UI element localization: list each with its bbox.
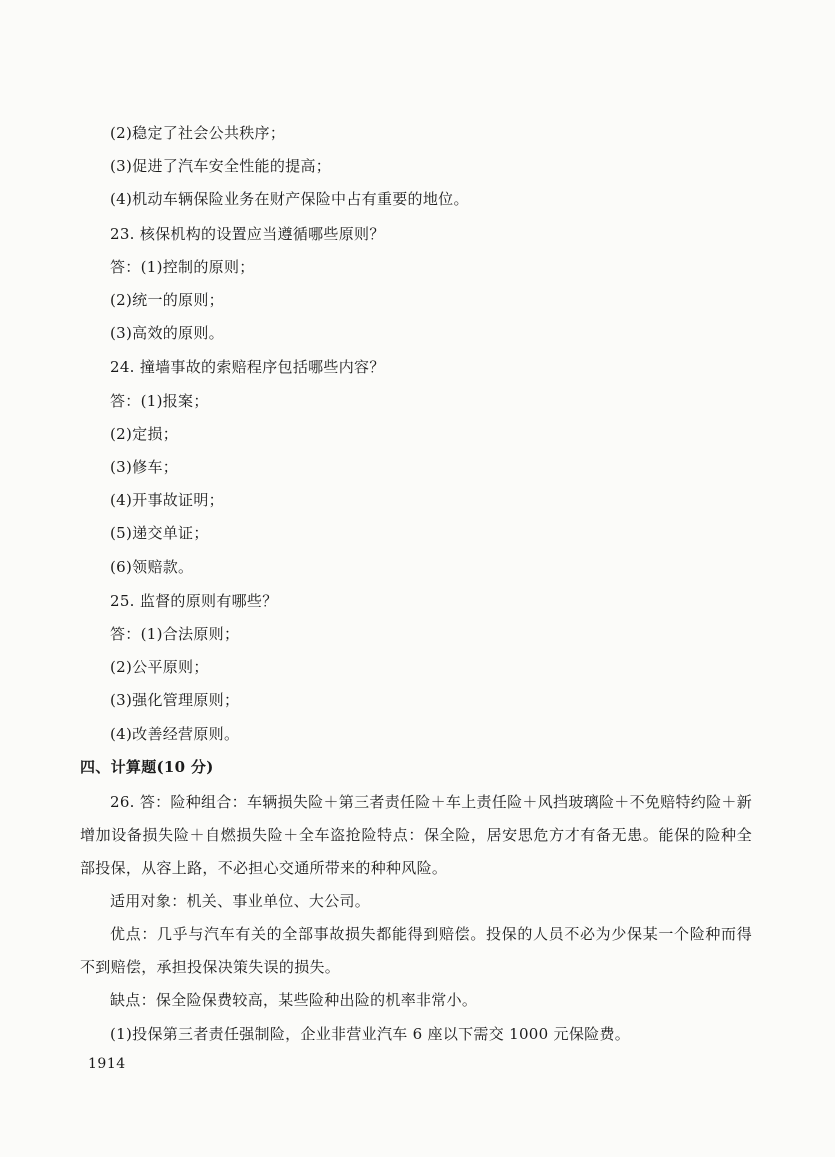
answer-line: (2)公平原则； (110, 658, 209, 676)
answer-line: (3)高效的原则。 (110, 324, 224, 342)
question-23: 23. 核保机构的设置应当遵循哪些原则？ (110, 225, 385, 243)
answer-line: (6)领赔款。 (110, 558, 194, 576)
answer-line: (4)开事故证明； (110, 491, 224, 509)
question-25: 25. 监督的原则有哪些？ (110, 592, 278, 610)
page-number: 1914 (88, 1056, 126, 1072)
answer-line: (3)修车； (110, 458, 179, 476)
applicable-paragraph: 适用对象：机关、事业单位、大公司。 (110, 892, 371, 910)
item-1-paragraph: (1)投保第三者责任强制险，企业非营业汽车 6 座以下需交 1000 元保险费。 (110, 1025, 631, 1043)
question-24: 24. 撞墙事故的索赔程序包括哪些内容？ (110, 358, 385, 376)
answer-line: (5)递交单证； (110, 524, 209, 542)
section-heading: 四、计算题(10 分) (80, 758, 214, 776)
answer-line: (2)统一的原则； (110, 291, 224, 309)
text-line: (4)机动车辆保险业务在财产保险中占有重要的地位。 (110, 190, 469, 208)
answer-line: (2)定损； (110, 425, 179, 443)
answer-line: 答：(1)控制的原则； (110, 258, 255, 276)
answer-line: 答：(1)报案； (110, 392, 209, 410)
answer-line: (3)强化管理原则； (110, 691, 240, 709)
text-line: (3)促进了汽车安全性能的提高； (110, 157, 332, 175)
answer-line: (4)改善经营原则。 (110, 725, 240, 743)
disadvantages-paragraph: 缺点：保全险保费较高，某些险种出险的机率非常小。 (110, 991, 478, 1009)
answer-line: 答：(1)合法原则； (110, 625, 240, 643)
text-line: (2)稳定了社会公共秩序； (110, 124, 286, 142)
advantages-paragraph: 优点：几乎与汽车有关的全部事故损失都能得到赔偿。投保的人员不必为少保某一个险种而得不到赔偿，承担投保决策失误的损失。 (80, 925, 752, 976)
answer-26-paragraph: 26. 答：险种组合：车辆损失险＋第三者责任险＋车上责任险＋风挡玻璃险＋不免赔特约险＋新增加设备损失险＋自燃损失险＋全车盗抢险特点：保全险，居安思危方才有备无患。能保的险种全部投保，从容上路，不必担心交通所带来的种种风险。 (80, 793, 752, 877)
